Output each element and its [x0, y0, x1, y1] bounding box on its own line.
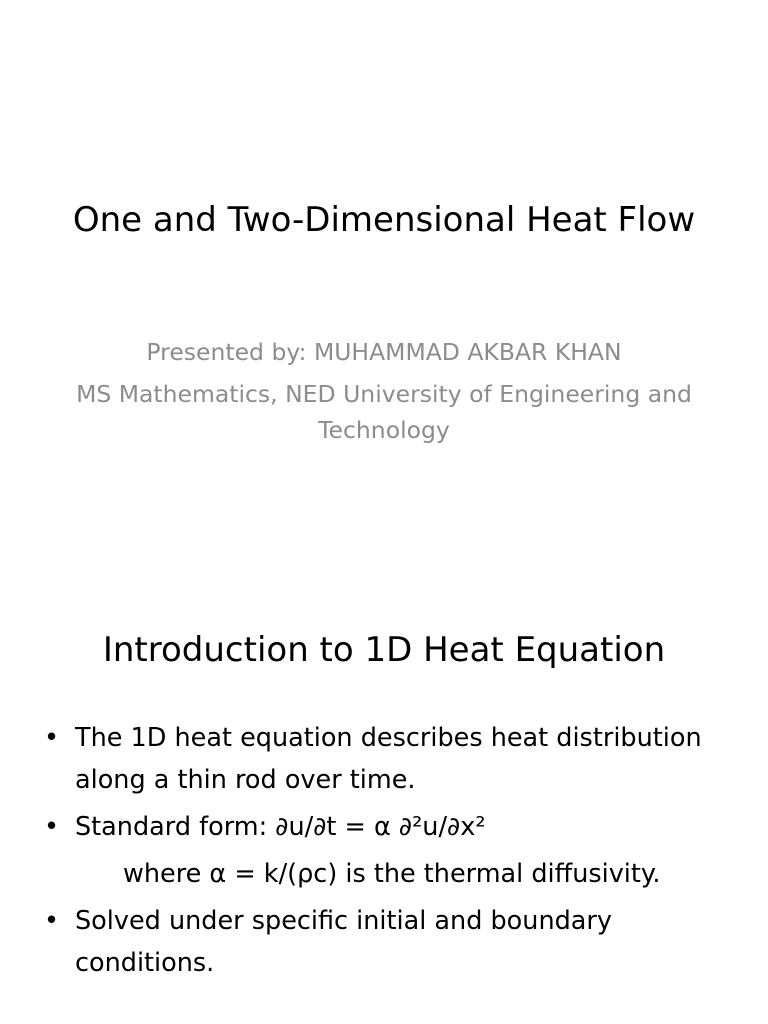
presenter-info — [40, 334, 728, 454]
intro-slide — [0, 512, 768, 1024]
bullet-list — [44, 717, 744, 989]
bullet-text: where α = k/(ρc) is the thermal diffusivity. — [123, 859, 661, 889]
presenter-affiliation: MS Mathematics, NED University of Engineering and Technology — [76, 380, 692, 444]
slide-title: Introduction to 1D Heat Equation — [102, 630, 666, 670]
bullet-text: Solved under specific initial and boundary conditions. — [75, 906, 612, 978]
list-item — [44, 717, 744, 801]
bullet-icon: • — [44, 812, 60, 842]
list-item — [44, 806, 744, 848]
list-item — [44, 900, 744, 984]
list-item — [44, 853, 744, 895]
bullet-text: Standard form: ∂u/∂t = α ∂²u/∂x² — [75, 812, 486, 842]
bullet-icon: • — [44, 906, 60, 936]
bullet-text: The 1D heat equation describes heat distribution along a thin rod over time. — [75, 723, 702, 795]
presenter-name: Presented by: MUHAMMAD AKBAR KHAN — [146, 338, 622, 366]
presentation-title: One and Two-Dimensional Heat Flow — [72, 200, 696, 240]
bullet-icon: • — [44, 723, 60, 753]
